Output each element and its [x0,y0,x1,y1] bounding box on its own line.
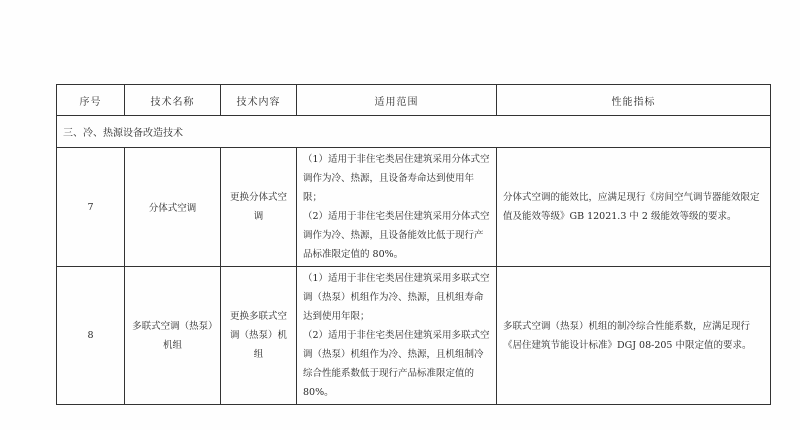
row-tech-content: 更换多联式空调（热泵）机组 [221,267,297,405]
header-tech-name: 技术名称 [125,85,221,116]
table-header-row [57,85,771,116]
scope-item: （2）适用于非住宅类居住建筑采用多联式空调（热泵）机组作为冷、热源，且机组制冷综合性能系数低于现行产品标准限定值的 80%。 [303,330,490,398]
header-performance: 性能指标 [497,85,771,116]
section-row [57,116,771,148]
header-no: 序号 [57,85,125,116]
table-row [57,148,771,267]
row-number: 7 [57,148,125,267]
scope-item: （1）适用于非住宅类居住建筑采用分体式空调作为冷、热源，且设备寿命达到使用年限； [303,154,490,203]
row-scope [297,267,497,405]
scope-item: （1）适用于非住宅类居住建筑采用多联式空调（热泵）机组作为冷、热源，且机组寿命达到使用年限； [303,273,490,322]
technical-spec-table [56,84,771,405]
table-row [57,267,771,405]
row-performance [497,267,771,405]
header-scope: 适用范围 [297,85,497,116]
row-scope [297,148,497,267]
row-number: 8 [57,267,125,405]
row-tech-name: 分体式空调 [125,148,221,267]
row-performance [497,148,771,267]
row-tech-content: 更换分体式空调 [221,148,297,267]
section-title: 三、冷、热源设备改造技术 [57,116,771,148]
header-tech-content: 技术内容 [221,85,297,116]
row-tech-name: 多联式空调（热泵）机组 [125,267,221,405]
scope-item: （2）适用于非住宅类居住建筑采用分体式空调作为冷、热源，且设备能效比低于现行产品标准限定值的 80%。 [303,211,490,260]
performance-text: 多联式空调（热泵）机组的制冷综合性能系数，应满足现行《居住建筑节能设计标准》DGJ 08-205 中限定值的要求。 [503,320,752,351]
performance-text: 分体式空调的能效比，应满足现行《房间空气调节器能效限定值及能效等级》GB 12021.3 中 2 级能效等级的要求。 [503,192,760,222]
